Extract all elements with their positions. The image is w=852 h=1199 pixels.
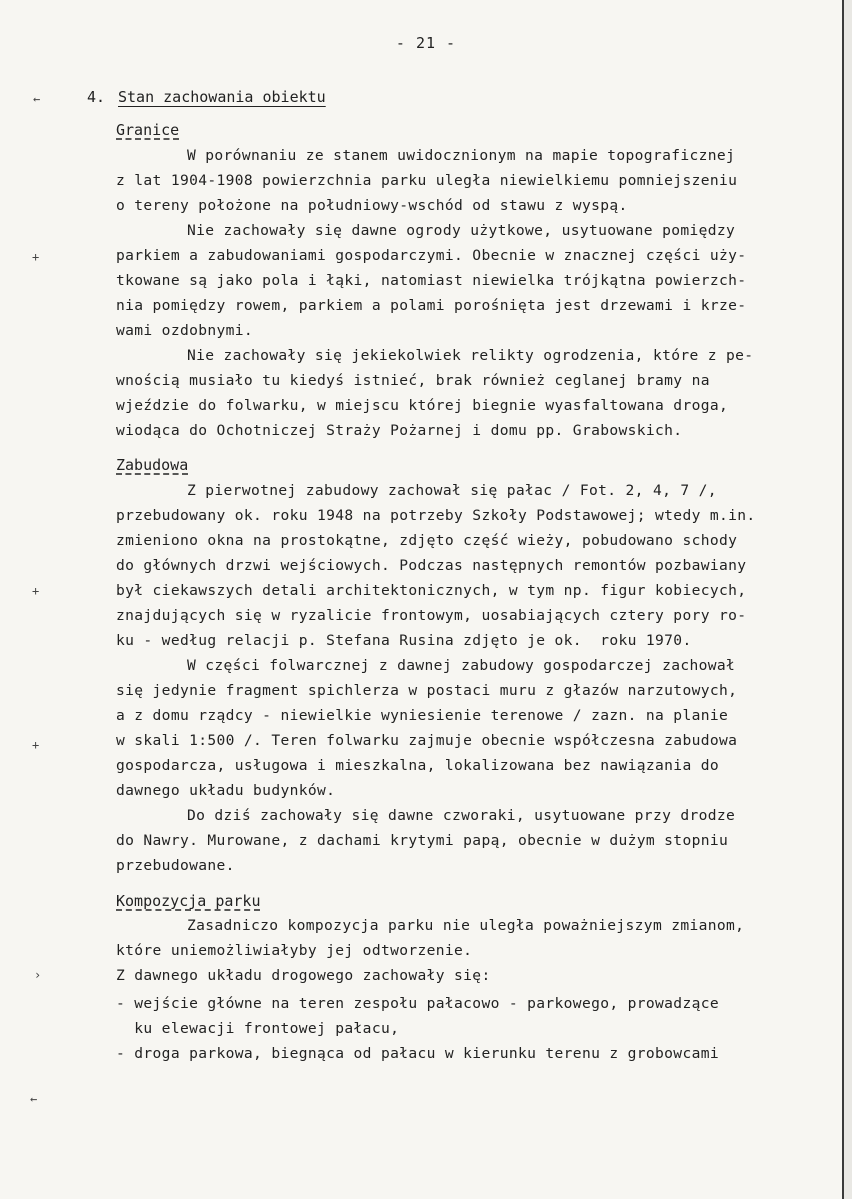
text-line: tkowane są jako pola i łąki, natomiast niewielka trójkątna powierzch-	[116, 272, 747, 289]
text-line: W części folwarcznej z dawnej zabudowy gospodarczej zachował	[187, 657, 736, 674]
text-line: był ciekawszych detali architektonicznych, w tym np. figur kobiecych,	[116, 582, 747, 599]
text-line: ku - według relacji p. Stefana Rusina zdjęto je ok. roku 1970.	[116, 632, 692, 649]
text-line: Zasadniczo kompozycja parku nie uległa poważniejszym zmianom,	[187, 917, 745, 934]
text-line: do Nawry. Murowane, z dachami krytymi papą, obecnie w dużym stopniu	[116, 832, 729, 849]
text-line: dawnego układu budynków.	[116, 782, 336, 799]
list-item: ku elewacji frontowej pałacu,	[116, 1020, 400, 1037]
margin-mark: ›	[34, 968, 42, 982]
text-line: nia pomiędzy rowem, parkiem a polami porośnięta jest drzewami i krze-	[116, 297, 747, 314]
margin-mark: +	[32, 584, 40, 598]
margin-mark: ←	[33, 92, 41, 106]
text-line: Do dziś zachowały się dawne czworaki, usytuowane przy drodze	[187, 807, 736, 824]
text-line: które uniemożliwiałyby jej odtworzenie.	[116, 942, 473, 959]
section-title: Stan zachowania obiektu	[118, 88, 326, 106]
text-line: wiodąca do Ochotniczej Straży Pożarnej i domu pp. Grabowskich.	[116, 422, 683, 439]
text-line: Nie zachowały się dawne ogrody użytkowe, usytuowane pomiędzy	[187, 222, 736, 239]
text-line: z lat 1904-1908 powierzchnia parku uległa niewielkiemu pomniejszeniu	[116, 172, 738, 189]
text-line: przebudowany ok. roku 1948 na potrzeby Szkoły Podstawowej; wtedy m.in.	[116, 507, 756, 524]
text-line: wjeździe do folwarku, w miejscu której biegnie wyasfaltowana droga,	[116, 397, 729, 414]
list-item: - wejście główne na teren zespołu pałacowo - parkowego, prowadzące	[116, 995, 719, 1012]
page-edge	[842, 0, 844, 1199]
text-line: o tereny położone na południowy-wschód od stawu z wyspą.	[116, 197, 628, 214]
text-line: się jedynie fragment spichlerza w postaci muru z głazów narzutowych,	[116, 682, 738, 699]
text-line: zmieniono okna na prostokątne, zdjęto część wieży, pobudowano schody	[116, 532, 738, 549]
list-item: - droga parkowa, biegnąca od pałacu w kierunku terenu z grobowcami	[116, 1045, 719, 1062]
text-line: do głównych drzwi wejściowych. Podczas następnych remontów pozbawiany	[116, 557, 747, 574]
section-number: 4.	[87, 88, 106, 106]
text-line: W porównaniu ze stanem uwidocznionym na mapie topograficznej	[187, 147, 736, 164]
page-edge-shadow	[844, 0, 852, 1199]
text-line: znajdujących się w ryzalicie frontowym, uosabiających cztery pory ro-	[116, 607, 747, 624]
text-line: Z pierwotnej zabudowy zachował się pałac / Fot. 2, 4, 7 /,	[187, 482, 717, 499]
text-line: a z domu rządcy - niewielkie wyniesienie terenowe / zazn. na planie	[116, 707, 729, 724]
margin-mark: ←	[30, 1092, 38, 1106]
margin-mark: +	[32, 738, 40, 752]
margin-mark: +	[32, 250, 40, 264]
text-line: wami ozdobnymi.	[116, 322, 254, 339]
text-line: Z dawnego układu drogowego zachowały się:	[116, 967, 491, 984]
subsection-heading-zabudowa: Zabudowa	[116, 456, 189, 474]
text-line: Nie zachowały się jekiekolwiek relikty ogrodzenia, które z pe-	[187, 347, 754, 364]
text-line: gospodarcza, usługowa i mieszkalna, lokalizowana bez nawiązania do	[116, 757, 719, 774]
text-line: wnością musiało tu kiedyś istnieć, brak również ceglanej bramy na	[116, 372, 710, 389]
page-number: - 21 -	[395, 34, 457, 52]
text-line: w skali 1:500 /. Teren folwarku zajmuje obecnie współczesna zabudowa	[116, 732, 738, 749]
text-line: parkiem a zabudowaniami gospodarczymi. Obecnie w znacznej części uży-	[116, 247, 747, 264]
text-line: przebudowane.	[116, 857, 235, 874]
subsection-heading-granice: Granice	[116, 121, 180, 139]
subsection-heading-kompozycja: Kompozycja parku	[116, 892, 261, 910]
